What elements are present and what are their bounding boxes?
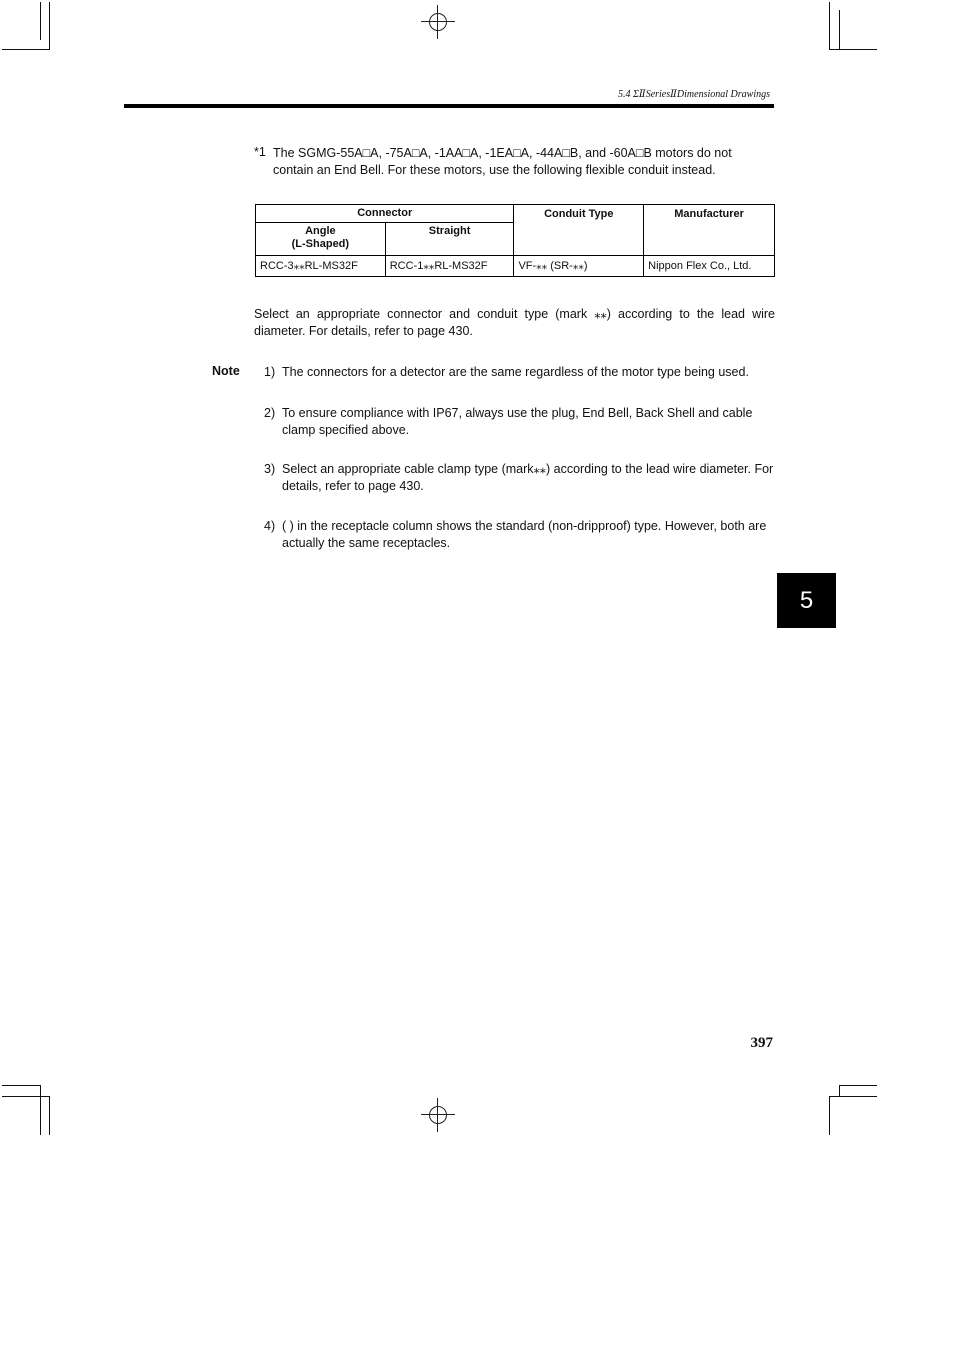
note-number: 1) bbox=[264, 365, 276, 379]
header-conduit-type: Conduit Type bbox=[514, 205, 644, 256]
note-label: Note bbox=[212, 364, 240, 378]
page-number: 397 bbox=[750, 1035, 773, 1051]
crop-mark bbox=[839, 1085, 877, 1086]
header-straight: Straight bbox=[385, 223, 514, 256]
crop-mark bbox=[829, 1096, 830, 1135]
crop-mark bbox=[829, 1096, 877, 1097]
crop-mark bbox=[49, 1096, 50, 1135]
header-manufacturer: Manufacturer bbox=[644, 205, 775, 256]
conduit-table bbox=[255, 204, 775, 277]
header-connector: Connector bbox=[256, 205, 514, 223]
crop-mark bbox=[829, 49, 877, 50]
cell-straight: RCC-1⁎⁎RL-MS32F bbox=[385, 256, 514, 277]
note-number: 4) bbox=[264, 519, 276, 533]
crop-mark bbox=[2, 1096, 50, 1097]
cell-manufacturer: Nippon Flex Co., Ltd. bbox=[644, 256, 775, 277]
running-head: 5.4 ΣⅡSeriesⅡDimensional Drawings bbox=[617, 89, 770, 100]
crop-mark bbox=[40, 2, 41, 40]
cell-conduit-type: VF-⁎⁎ (SR-⁎⁎) bbox=[514, 256, 644, 277]
note-text: ( ) in the receptacle column shows the standard (non-dripproof) type. However, both are actually the same receptacles. bbox=[282, 519, 767, 550]
note-number: 3) bbox=[264, 462, 276, 476]
crop-mark bbox=[40, 1085, 41, 1135]
table-row bbox=[256, 256, 775, 277]
note-text: To ensure compliance with IP67, always use the plug, End Bell, Back Shell and cable clamp specified above. bbox=[282, 406, 753, 437]
crop-mark bbox=[2, 49, 50, 50]
header-angle: Angle (L-Shaped) bbox=[256, 223, 386, 256]
crop-mark bbox=[829, 2, 830, 50]
registration-mark-icon bbox=[421, 1098, 455, 1132]
chapter-tab: 5 bbox=[777, 573, 836, 628]
footnote-text: The SGMG-55A□A, -75A□A, -1AA□A, -1EA□A, -44A□B, and -60A□B motors do not contain an End Bell. For these motors, use the following flexible conduit instead. bbox=[273, 146, 732, 177]
header-rule bbox=[124, 104, 774, 108]
footnote-mark: *1 bbox=[254, 145, 266, 159]
cell-angle: RCC-3⁎⁎RL-MS32F bbox=[256, 256, 386, 277]
note-text: The connectors for a detector are the same regardless of the motor type being used. bbox=[282, 365, 749, 379]
crop-mark bbox=[2, 1085, 40, 1086]
registration-mark-icon bbox=[421, 5, 455, 39]
crop-mark bbox=[49, 2, 50, 50]
note-text: Select an appropriate cable clamp type (mark⁎⁎) according to the lead wire diameter. For details, refer to page 430. bbox=[282, 462, 774, 493]
note-number: 2) bbox=[264, 406, 276, 420]
crop-mark bbox=[839, 1085, 840, 1096]
crop-mark bbox=[839, 10, 840, 50]
selection-paragraph: Select an appropriate connector and conduit type (mark ⁎⁎) according to the lead wire diameter. For details, refer to page 430. bbox=[254, 307, 775, 338]
